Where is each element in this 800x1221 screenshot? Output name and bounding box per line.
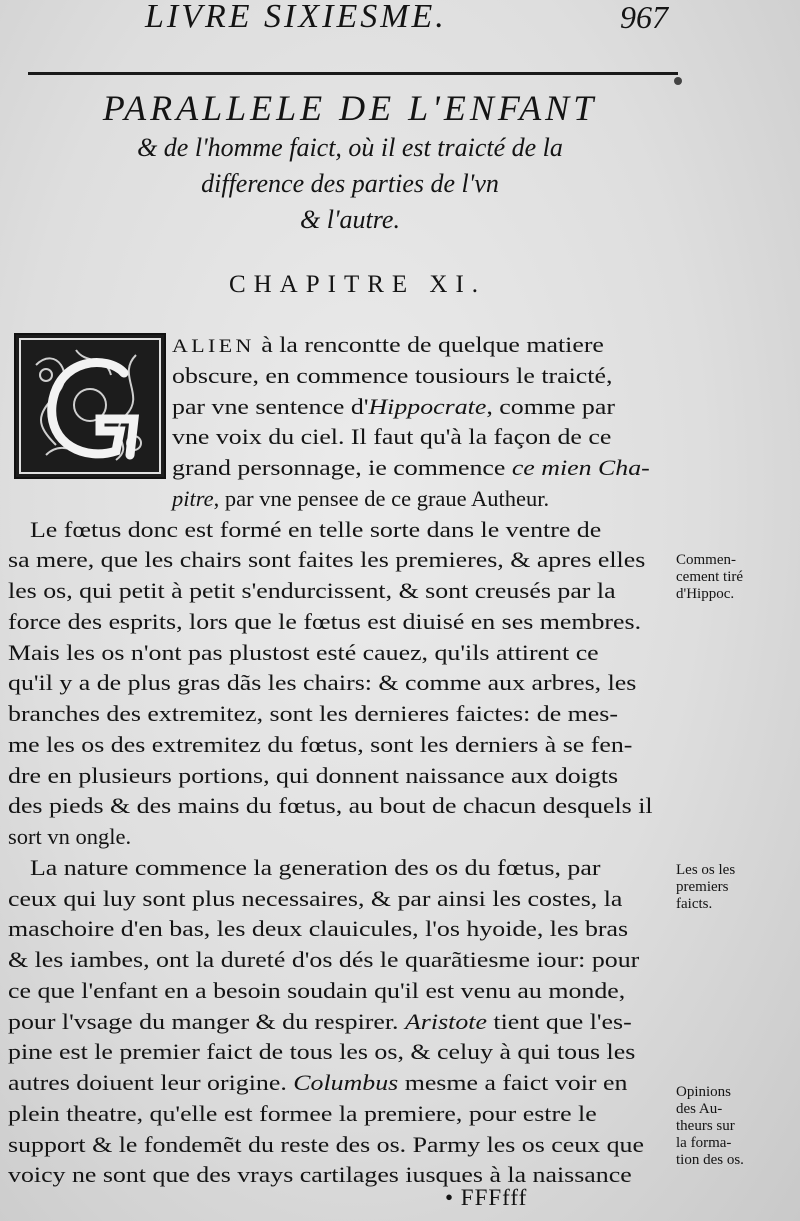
chapter-heading: CHAPITRE XI. [228, 271, 487, 298]
text-line [172, 392, 615, 422]
text-line [8, 576, 616, 606]
text-segment: support & le fondemẽt du reste des os. Parmy les os ceux que [8, 1131, 644, 1157]
text-segment: tient que l'es- [486, 1008, 632, 1034]
margin-note-line: des Au- [676, 1101, 723, 1117]
text-line [8, 1037, 635, 1067]
text-line [8, 945, 639, 975]
margin-note-line: faicts. [676, 896, 713, 912]
text-segment: vne voix du ciel. Il faut qu'à la façon de ce [172, 424, 612, 450]
margin-note-line: premiers [676, 879, 729, 895]
text-segment: me les os des extremitez du fœtus, sont les derniers à se fen- [8, 731, 633, 757]
text-segment: Le fœtus donc est formé en telle sorte dans le ventre de [30, 516, 602, 542]
margin-note-line: cement tiré [676, 569, 744, 585]
text-segment: les os, qui petit à petit s'endurcissent, & sont creusés par la [8, 578, 616, 603]
text-line [8, 638, 599, 668]
text-segment: , comme par [486, 393, 615, 419]
text-segment: ceux qui luy sont plus necessaires, & par ainsi les costes, la [8, 885, 623, 911]
text-segment: & les iambes, ont la dureté d'os dés le quarãtiesme iour: pour [8, 947, 640, 972]
text-line [8, 914, 628, 944]
ink-spot [674, 77, 682, 85]
title-line-2: & de l'homme faict, où il est traicté de la [137, 133, 563, 162]
text-segment: force des esprits, lors que le fœtus est diuisé en ses membres. [8, 608, 642, 634]
text-line [8, 1068, 627, 1098]
text-segment: pour l'vsage du manger & du respirer. [8, 1008, 406, 1034]
margin-note-line: theurs sur [676, 1118, 735, 1134]
text-line [8, 607, 641, 637]
ornamental-initial-g [14, 333, 166, 479]
signature-mark: • FFFfff [445, 1185, 528, 1210]
margin-note-line: tion des os. [676, 1152, 744, 1168]
text-line [172, 453, 650, 483]
text-segment: à la rencontte de quelque matiere [254, 332, 604, 357]
text-segment: , par vne pensee de ce graue Autheur. [213, 485, 550, 511]
margin-note-line: Les os les [676, 862, 736, 878]
page-number: 967 [620, 0, 668, 35]
text-segment: ce mien Cha- [511, 455, 650, 480]
text-line [8, 1130, 644, 1160]
text-segment: La nature commence la generation des os du fœtus, par [30, 854, 601, 880]
text-line [172, 330, 604, 362]
margin-note-line: la forma- [676, 1135, 732, 1151]
text-line [172, 484, 549, 514]
text-segment: qu'il y a de plus gras dãs les chairs: & comme aux arbres, les [8, 670, 637, 696]
text-line [8, 761, 618, 791]
text-line [30, 515, 601, 545]
text-line [8, 1007, 632, 1037]
text-segment: plein theatre, qu'elle est formee la premiere, pour estre le [8, 1100, 597, 1126]
text-line [8, 668, 636, 698]
margin-note-line: d'Hippoc. [676, 586, 735, 602]
text-line [8, 822, 131, 852]
text-line [8, 1160, 632, 1190]
text-line [8, 730, 632, 760]
text-line [172, 422, 611, 452]
text-segment: Aristote [405, 1008, 487, 1034]
text-line [30, 853, 600, 883]
margin-note-line: Opinions [676, 1084, 732, 1100]
text-segment: pitre [172, 485, 214, 511]
text-segment: des pieds & des mains du fœtus, au bout de chacun desquels il [8, 793, 653, 819]
text-segment: Mais les os n'ont pas plustost esté cauez, qu'ils attirent ce [8, 639, 599, 665]
title-line-3: difference des parties de l'vn [201, 169, 499, 198]
text-segment: pine est le premier faict de tous les os, & celuy à qui tous les [8, 1039, 636, 1065]
text-line [8, 545, 645, 575]
text-segment: par vne sentence d' [172, 393, 369, 419]
text-segment: maschoire d'en bas, les deux clauicules, l'os hyoide, les bras [8, 916, 629, 942]
text-segment: voicy ne sont que des vrays cartilages iusques à la naissance [8, 1162, 632, 1188]
text-segment: ce que l'enfant en a besoin soudain qu'il est venu au monde, [8, 977, 626, 1003]
text-segment: obscure, en commence tousiours le traicté, [172, 362, 613, 388]
text-line [8, 791, 653, 821]
margin-note-line: Commen- [676, 552, 736, 568]
text-segment: sort vn ongle. [8, 824, 132, 849]
text-segment: ALIEN [172, 336, 255, 357]
header-rule [28, 72, 678, 75]
text-segment: sa mere, que les chairs sont faites les premieres, & apres elles [8, 547, 646, 573]
text-segment: Hippocrate [368, 393, 487, 419]
title-line-4: & l'autre. [300, 205, 400, 234]
text-line [8, 699, 618, 729]
running-head: LIVRE SIXIESME. [145, 0, 447, 35]
chapter-title [20, 86, 680, 238]
text-segment: branches des extremitez, sont les dernieres faictes: de mes- [8, 701, 618, 726]
title-line-1: PARALLELE DE L'ENFANT [102, 88, 598, 128]
text-line [8, 884, 622, 914]
text-segment: grand personnage, ie commence [172, 455, 512, 480]
text-line [8, 1099, 597, 1129]
text-segment: autres doiuent leur origine. [8, 1070, 294, 1095]
text-segment: dre en plusieurs portions, qui donnent naissance aux doigts [8, 762, 619, 788]
ornament-icon [16, 335, 164, 477]
text-line [172, 361, 612, 391]
text-segment: mesme a faict voir en [398, 1070, 628, 1095]
text-line [8, 976, 625, 1006]
text-segment: Columbus [293, 1070, 399, 1095]
